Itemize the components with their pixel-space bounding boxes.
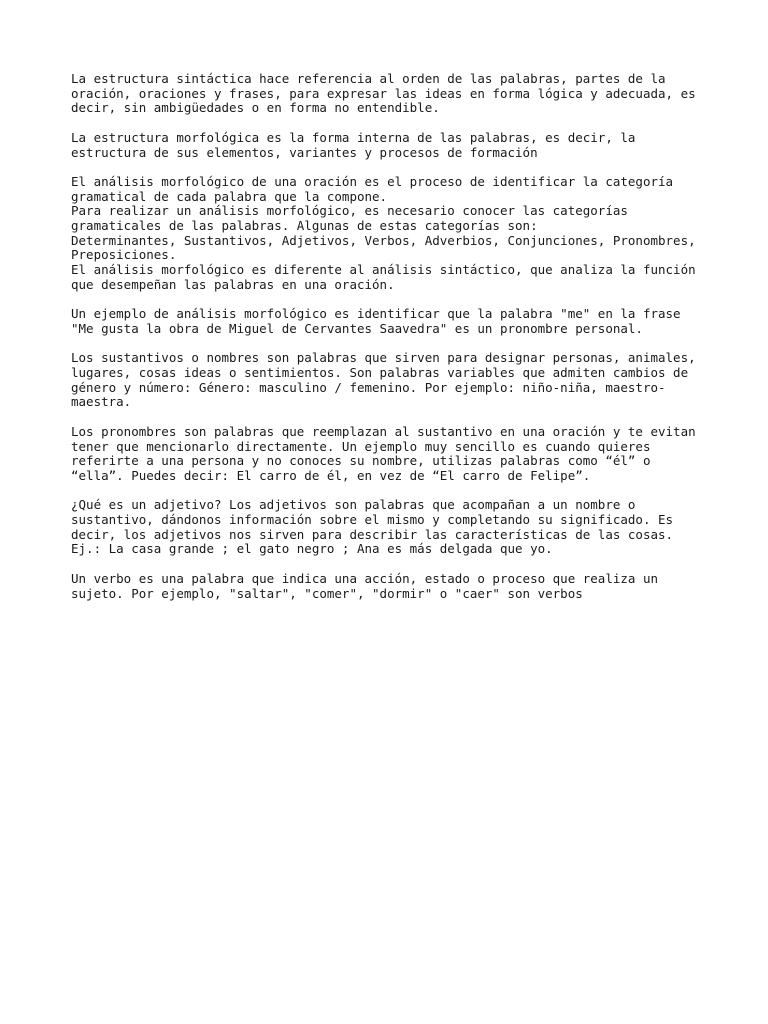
text-line: Los pronombres son palabras que reemplazan al sustantivo en una oración y te evitan [71, 423, 696, 439]
text-line: estructura de sus elementos, variantes y procesos de formación [71, 144, 538, 160]
text-line: Los sustantivos o nombres son palabras que sirven para designar personas, animales, [71, 350, 696, 366]
text-line: oración, oraciones y frases, para expresar las ideas en forma lógica y adecuada, es [71, 85, 696, 101]
text-line: ¿Qué es un adjetivo? Los adjetivos son palabras que acompañan a un nombre o [71, 497, 636, 513]
text-line: Un verbo es una palabra que indica una acción, estado o proceso que realiza un [71, 570, 658, 586]
text-line: La estructura sintáctica hace referencia al orden de las palabras, partes de la [71, 71, 666, 86]
text-line: Para realizar un análisis morfológico, es necesario conocer las categorías [71, 203, 628, 219]
text-line: referirte a una persona y no conoces su nombre, utilizas palabras como “él” o [71, 453, 651, 469]
text-line: sustantivo, dándonos información sobre el mismo y completando su significado. Es [71, 512, 674, 527]
paragraph [71, 307, 711, 336]
text-line: género y número: Género: masculino / femenino. Por ejemplo: niño-niña, maestro- [71, 379, 666, 395]
paragraph [71, 131, 711, 160]
paragraph [71, 72, 711, 116]
text-line: “ella”. Puedes decir: El carro de él, en vez de “El carro de Felipe”. [71, 467, 591, 483]
text-line: El análisis morfológico es diferente al análisis sintáctico, que analiza la función [71, 262, 696, 278]
text-line: sujeto. Por ejemplo, "saltar", "comer", "dormir" o "caer" son verbos [71, 585, 583, 601]
text-line: tener que mencionarlo directamente. Un ejemplo muy sencillo es cuando quieres [71, 438, 651, 454]
text-line: "Me gusta la obra de Miguel de Cervantes Saavedra" es un pronombre personal. [71, 320, 643, 336]
document-page [71, 72, 711, 616]
paragraph [71, 425, 711, 484]
text-line: decir, los adjetivos nos sirven para describir las características de las cosas. [71, 526, 674, 542]
text-line: que desempeñan las palabras en una oración. [71, 276, 395, 292]
text-line: gramaticales de las palabras. Algunas de estas categorías son: [71, 218, 538, 233]
text-line: gramatical de cada palabra que la compone. [71, 188, 388, 204]
text-line: Ej.: La casa grande ; el gato negro ; Ana es más delgada que yo. [71, 541, 553, 557]
text-line: El análisis morfológico de una oración es el proceso de identificar la categoría [71, 173, 674, 189]
paragraph [71, 498, 711, 557]
paragraph [71, 572, 711, 601]
text-line: Un ejemplo de análisis morfológico es identificar que la palabra "me" en la frase [71, 306, 681, 322]
text-line: La estructura morfológica es la forma interna de las palabras, es decir, la [71, 129, 636, 145]
text-line: decir, sin ambigüedades o en forma no entendible. [71, 100, 440, 116]
text-line: lugares, cosas ideas o sentimientos. Son palabras variables que admiten cambios de [71, 365, 689, 380]
text-line: Preposiciones. [71, 247, 177, 263]
paragraph [71, 351, 711, 410]
text-line: maestra. [71, 394, 132, 410]
text-line: Determinantes, Sustantivos, Adjetivos, Verbos, Adverbios, Conjunciones, Pronombres, [71, 232, 696, 248]
paragraph [71, 175, 711, 293]
